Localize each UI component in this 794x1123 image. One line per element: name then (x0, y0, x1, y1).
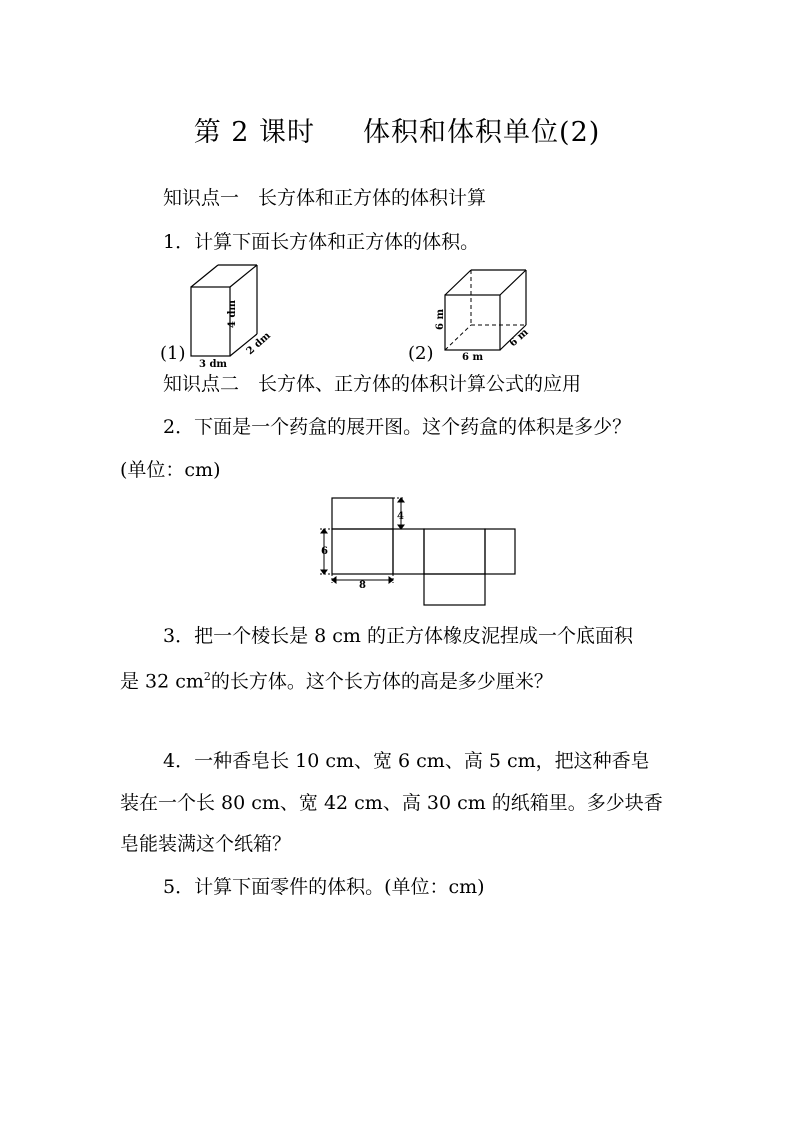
question-5-text: 5．计算下面零件的体积。(单位：cm) (163, 876, 485, 898)
question-3-line-1: 3．把一个棱长是 8 cm 的正方体橡皮泥捏成一个底面积 (163, 625, 633, 647)
section-heading-1: 知识点一 长方体和正方体的体积计算 (163, 187, 487, 209)
figure-label-2: (2) (408, 343, 434, 364)
net-top-flap (332, 498, 393, 529)
net-dim-bottom-label: 8 (359, 580, 366, 591)
cuboid-front-face (191, 287, 230, 356)
net-face-1 (332, 529, 393, 574)
question-2-unit: (单位：cm) (120, 459, 221, 481)
net-face-3 (424, 529, 485, 574)
cube-right-edge-label: 6 m (507, 326, 531, 350)
question-4-line-1: 4．一种香皂长 10 cm、宽 6 cm、高 5 cm，把这种香皂 (163, 750, 650, 772)
cube-left-edge-label: 6 m (435, 308, 446, 330)
question-3-superscript: 2 (203, 670, 211, 683)
lesson-number: 第 2 课时 (193, 117, 316, 148)
figure-label-1: (1) (160, 343, 186, 364)
box-net-figure (310, 490, 530, 610)
net-bottom-flap (424, 574, 485, 605)
question-3-rest: 的长方体。这个长方体的高是多少厘米？ (210, 670, 553, 693)
cuboid-length-label: 3 dm (199, 359, 228, 368)
cuboid-figure (150, 258, 280, 368)
lesson-topic: 体积和体积单位(2) (363, 117, 601, 148)
net-dim-top-label: 4 (397, 511, 404, 522)
question-2-text: 2．下面是一个药盒的展开图。这个药盒的体积是多少？ (163, 416, 632, 438)
cube-figure (400, 258, 535, 368)
net-face-2 (393, 529, 424, 574)
net-face-4 (485, 529, 515, 574)
net-dim-left-label: 6 (321, 546, 328, 557)
cube-bottom-edge-label: 6 m (462, 352, 484, 363)
cuboid-height-label: 4 dm (227, 299, 238, 328)
cube-front-face (445, 295, 500, 350)
cuboid-width-label: 2 dm (244, 330, 273, 358)
question-4-line-3: 皂能装满这个纸箱？ (120, 833, 292, 855)
question-3-line-2 (120, 662, 553, 696)
question-4-line-2: 装在一个长 80 cm、宽 42 cm、高 30 cm 的纸箱里。多少块香 (120, 792, 663, 814)
question-1-text: 1．计算下面长方体和正方体的体积。 (163, 231, 480, 253)
page-title (0, 110, 794, 149)
section-heading-2: 知识点二 长方体、正方体的体积计算公式的应用 (163, 373, 582, 395)
question-3-area: 是 32 cm (120, 670, 204, 693)
